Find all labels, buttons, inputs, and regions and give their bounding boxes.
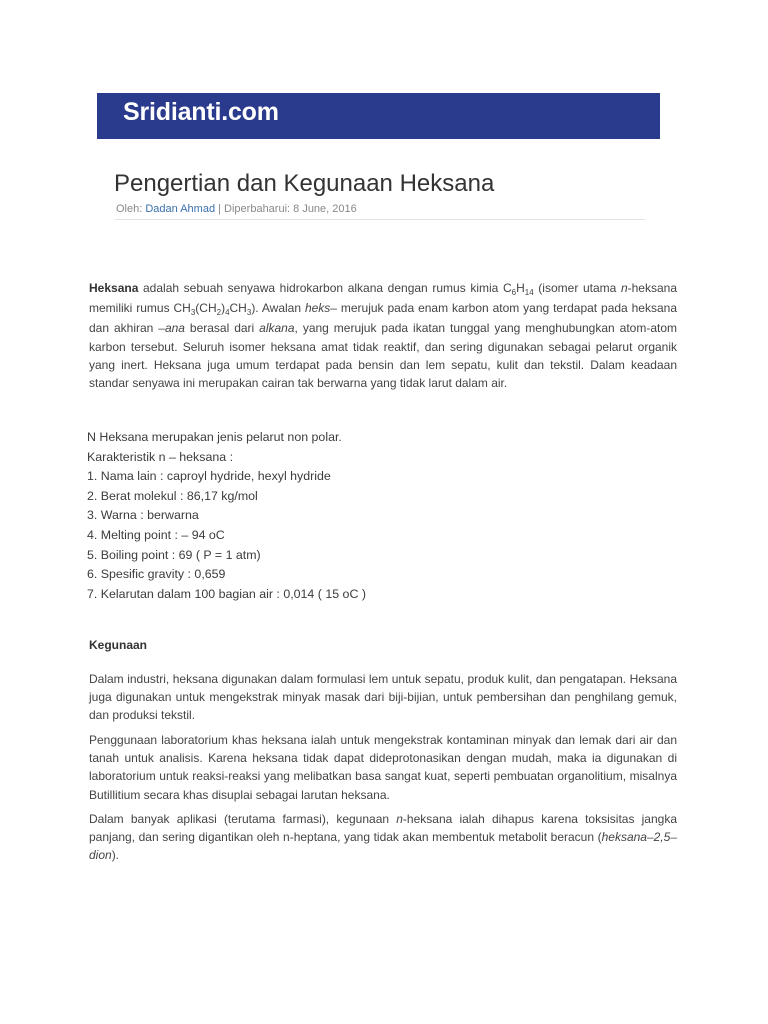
intro-paragraph	[89, 279, 677, 392]
intro-text: -heksana memiliki rumus CH	[89, 281, 677, 316]
intro-italic: n	[620, 281, 628, 295]
characteristics-heading: Karakteristik n – heksana :	[87, 449, 234, 464]
uses-italic: n	[396, 812, 403, 826]
formula-subscript: 2	[216, 308, 222, 318]
intro-text: H	[516, 281, 525, 295]
characteristics-list	[87, 428, 647, 604]
list-item: 4. Melting point : – 94 oC	[87, 527, 225, 542]
formula-subscript: 6	[511, 288, 517, 297]
uses-paragraph-industry: Dalam industri, heksana digunakan dalam formulasi lem untuk sepatu, produk kulit, dan pengatapan. Heksana juga digunakan untuk mengekstrak minyak masak dari biji-bijian, untuk pembersihan dan penghilang gemuk, dan produksi tekstil.	[89, 672, 677, 723]
site-name[interactable]: Sridianti.com	[123, 98, 279, 126]
site-header-banner	[97, 93, 660, 139]
formula-subscript: 4	[225, 308, 230, 318]
intro-italic: –ana	[158, 321, 185, 336]
byline	[116, 202, 357, 216]
formula-subscript: 14	[524, 288, 534, 297]
byline-updated: | Diperbaharui: 8 June, 2016	[215, 203, 357, 215]
list-item: 5. Boiling point : 69 ( P = 1 atm)	[87, 547, 261, 562]
intro-text: )	[221, 301, 226, 316]
formula-subscript: 3	[246, 308, 252, 318]
intro-text: – merujuk pada enam karbon atom yang terdapat pada heksana dan akhiran	[89, 301, 678, 336]
uses-text: -heksana ialah dihapus karena toksisitas jangka panjang, dan sering digantikan oleh n-heptana, yang tidak akan membentuk metabolit beracun (	[89, 812, 677, 845]
list-item: 3. Warna : berwarna	[87, 508, 199, 523]
title-divider	[115, 219, 645, 220]
uses-text: Dalam banyak aplikasi (terutama farmasi), kegunaan	[89, 812, 397, 826]
intro-text: (CH	[195, 301, 217, 316]
intro-text: adalah sebuah senyawa hidrokarbon alkana dengan rumus kimia C	[138, 281, 512, 295]
uses-italic: heksana–2,5–dion	[89, 830, 677, 863]
page-title: Pengertian dan Kegunaan Heksana	[114, 170, 495, 197]
formula-subscript: 3	[190, 308, 196, 318]
list-item: 1. Nama lain : caproyl hydride, hexyl hydride	[87, 469, 331, 484]
intro-italic: alkana	[259, 321, 295, 336]
intro-text: , yang merujuk pada ikatan tunggal yang menghubungkan atom-atom karbon tersebut. Seluruh isomer heksana amat tidak reaktif, dan sering digunakan sebagai pelarut organik yang inert. Heksana juga umum terdapat pada bensin dan lem sepatu, kulit dan tekstil. Dalam keadaan standar senyawa ini merupakan cairan tak berwarna yang tidak larut dalam air.	[89, 321, 677, 391]
intro-text: CH	[229, 301, 247, 316]
byline-prefix: Oleh:	[116, 203, 146, 215]
uses-paragraph-laboratory: Penggunaan laboratorium khas heksana ialah untuk mengekstrak kontaminan minyak dan lemak dari air dan tanah untuk analisis. Karena heksana tidak dapat dideprotonasikan dengan mudah, maka ia digunakan di laboratorium untuk reaksi-reaksi yang melibatkan basa sangat kuat, seperti pembuatan organolitium, misalnya Butillitium secara khas disuplai sebagai larutan heksana.	[89, 733, 677, 802]
intro-text: (isomer utama	[533, 281, 621, 295]
section-heading-kegunaan: Kegunaan	[89, 638, 148, 652]
list-item: 2. Berat molekul : 86,17 kg/mol	[87, 488, 258, 503]
intro-term: Heksana	[89, 281, 139, 295]
uses-text: ).	[111, 848, 120, 863]
intro-italic: heks	[304, 301, 331, 316]
intro-text: ). Awalan	[251, 301, 305, 316]
intro-text: berasal dari	[184, 321, 260, 336]
list-item: 7. Kelarutan dalam 100 bagian air : 0,014 ( 15 oC )	[87, 586, 366, 601]
author-link[interactable]: Dadan Ahmad	[145, 203, 216, 215]
list-item: 6. Spesific gravity : 0,659	[87, 567, 226, 582]
characteristics-intro: N Heksana merupakan jenis pelarut non polar.	[87, 430, 342, 444]
uses-paragraph-pharma	[89, 810, 677, 865]
